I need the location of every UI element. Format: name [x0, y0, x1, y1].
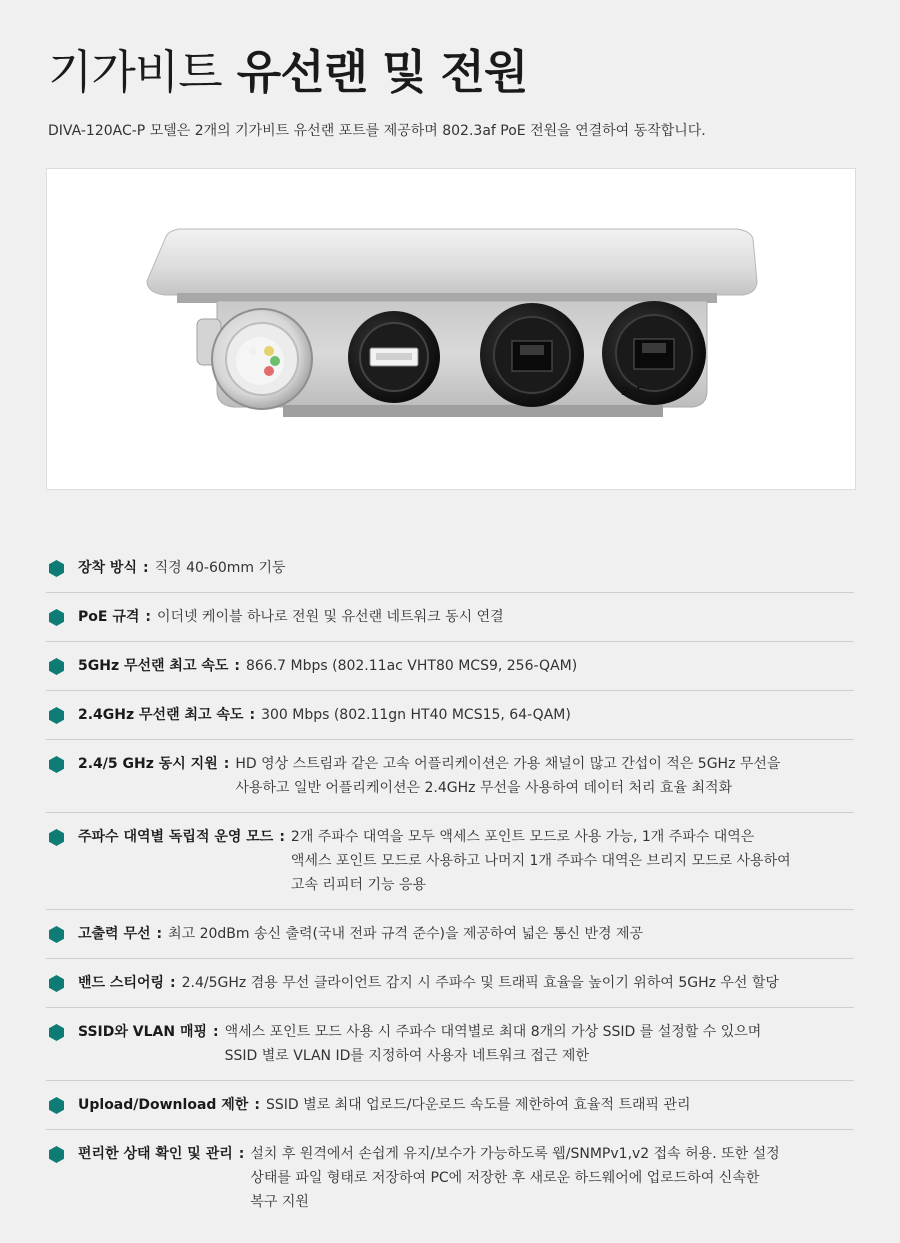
spec-row [78, 556, 854, 580]
spec-item [46, 593, 854, 642]
spec-separator: : [223, 756, 230, 772]
spec-label: Upload/Download 제한 [78, 1097, 249, 1113]
hexagon-bullet-icon [48, 926, 65, 943]
page-title [48, 44, 527, 100]
hexagon-bullet-icon [48, 1097, 65, 1114]
spec-item [46, 1008, 854, 1081]
spec-item [46, 1130, 854, 1226]
hexagon-bullet-icon [48, 1146, 65, 1163]
spec-item [46, 910, 854, 959]
spec-description-line: 최고 20dBm 송신 출력(국내 전파 규격 준수)을 제공하여 넓은 통신 반경 제공 [168, 926, 644, 942]
hexagon-bullet-icon [48, 560, 65, 577]
spec-separator: : [234, 658, 240, 674]
hexagon-bullet-icon [48, 975, 65, 992]
spec-row [78, 752, 854, 800]
spec-description-line: 고속 리피터 기능 응용 [290, 877, 426, 893]
spec-description-line: 이더넷 케이블 하나로 전원 및 유선랜 네트워크 동시 연결 [156, 609, 504, 625]
hexagon-bullet-icon [48, 658, 65, 675]
spec-item [46, 1081, 854, 1130]
spec-description-line: SSID 별로 최대 업로드/다운로드 속도를 제한하여 효율적 트래픽 관리 [265, 1097, 691, 1113]
spec-item [46, 544, 854, 593]
poe-port-label: PoE [621, 384, 645, 398]
hexagon-bullet-icon [48, 609, 65, 626]
spec-separator: : [279, 829, 285, 845]
hexagon-bullet-icon [48, 756, 65, 773]
spec-separator: : [145, 609, 151, 625]
page-title-light: 기가비트 [48, 45, 222, 99]
spec-description [155, 556, 286, 580]
spec-description-line: 액세스 포인트 모드로 사용하고 나머지 1개 주파수 대역은 브리지 모드로 사용하여 [290, 853, 791, 869]
spec-label: 편리한 상태 확인 및 관리 [78, 1146, 233, 1162]
spec-description [261, 703, 571, 727]
spec-description-line: SSID 별로 VLAN ID를 지정하여 사용자 네트워크 접근 제한 [224, 1048, 589, 1064]
spec-row [78, 654, 854, 678]
spec-description-line: 2.4/5GHz 겸용 무선 클라이언트 감지 시 주파수 및 트래픽 효율을 높이기 위하여 5GHz 우선 할당 [181, 975, 779, 991]
spec-description-line: 300 Mbps (802.11gn HT40 MCS15, 64-QAM) [261, 707, 571, 723]
spec-row [78, 1020, 854, 1068]
spec-label: 밴드 스티어링 [78, 975, 165, 991]
spec-row [78, 922, 854, 946]
spec-list [46, 544, 854, 1226]
poe-port-cap [602, 301, 706, 405]
spec-label: 장착 방식 [78, 560, 137, 576]
spec-description [182, 971, 779, 995]
spec-separator: : [213, 1024, 219, 1040]
spec-item [46, 959, 854, 1008]
spec-description [246, 654, 577, 678]
spec-description [250, 1142, 779, 1214]
spec-description [266, 1093, 691, 1117]
spec-row [78, 1093, 854, 1117]
spec-label: 고출력 무선 [78, 926, 151, 942]
spec-label: SSID와 VLAN 매핑 [78, 1024, 207, 1040]
spec-row [78, 825, 854, 897]
hexagon-bullet-icon [48, 829, 65, 846]
spec-item [46, 691, 854, 740]
spec-separator: : [254, 1097, 260, 1113]
spec-item [46, 642, 854, 691]
spec-label: 2.4/5 GHz 동시 지원 [78, 756, 218, 772]
hexagon-bullet-icon [48, 707, 65, 724]
spec-description [225, 1020, 762, 1068]
spec-row [78, 1142, 854, 1214]
spec-separator: : [156, 926, 163, 942]
spec-row [78, 971, 854, 995]
led-indicator-gland [212, 309, 312, 409]
spec-label: 2.4GHz 무선랜 최고 속도 [78, 707, 244, 723]
spec-description-line: 866.7 Mbps (802.11ac VHT80 MCS9, 256-QAM) [246, 658, 578, 674]
spec-description-line: 설치 후 원격에서 손쉽게 유지/보수가 가능하도록 웹/SNMPv1,v2 접속 허용. 또한 설정 [250, 1146, 780, 1162]
spec-description [168, 922, 643, 946]
spec-label: 5GHz 무선랜 최고 속도 [78, 658, 229, 674]
hexagon-bullet-icon [48, 1024, 65, 1041]
spec-description-line: 2개 주파수 대역을 모두 액세스 포인트 모드로 사용 가능, 1개 주파수 대역은 [290, 829, 755, 845]
spec-separator: : [170, 975, 176, 991]
usb-port-cap [348, 311, 440, 403]
spec-description [235, 752, 780, 800]
spec-row [78, 703, 854, 727]
spec-description-line: 복구 지원 [250, 1194, 309, 1210]
spec-item [46, 740, 854, 813]
page-subtitle: DIVA-120AC-P 모델은 2개의 기가비트 유선랜 포트를 제공하며 802.3af PoE 전원을 연결하여 동작합니다. [48, 123, 706, 139]
spec-separator: : [238, 1146, 245, 1162]
spec-description-line: 사용하고 일반 어플리케이션은 2.4GHz 무선을 사용하여 데이터 처리 효율 최적화 [235, 780, 733, 796]
spec-description-line: 액세스 포인트 모드 사용 시 주파수 대역별로 최대 8개의 가상 SSID 를 설정할 수 있으며 [224, 1024, 762, 1040]
spec-description-line: 상태를 파일 형태로 저장하여 PC에 저장한 후 새로운 하드웨어에 업로드하여 신속한 [250, 1170, 760, 1186]
spec-row [78, 605, 854, 629]
spec-description [291, 825, 791, 897]
spec-description [157, 605, 504, 629]
spec-label: 주파수 대역별 독립적 운영 모드 [78, 829, 274, 845]
page-title-bold: 유선랜 및 전원 [236, 45, 528, 99]
spec-separator: : [142, 560, 149, 576]
access-point-product-image [47, 169, 855, 489]
spec-description-line: HD 영상 스트림과 같은 고속 어플리케이션은 가용 채널이 많고 간섭이 적은 5GHz 무선을 [235, 756, 781, 772]
product-photo-frame [46, 168, 856, 490]
lan-port-cap [480, 303, 584, 407]
spec-item [46, 813, 854, 910]
spec-separator: : [249, 707, 256, 723]
spec-description-line: 직경 40-60mm 기둥 [154, 560, 286, 576]
spec-label: PoE 규격 [78, 609, 140, 625]
